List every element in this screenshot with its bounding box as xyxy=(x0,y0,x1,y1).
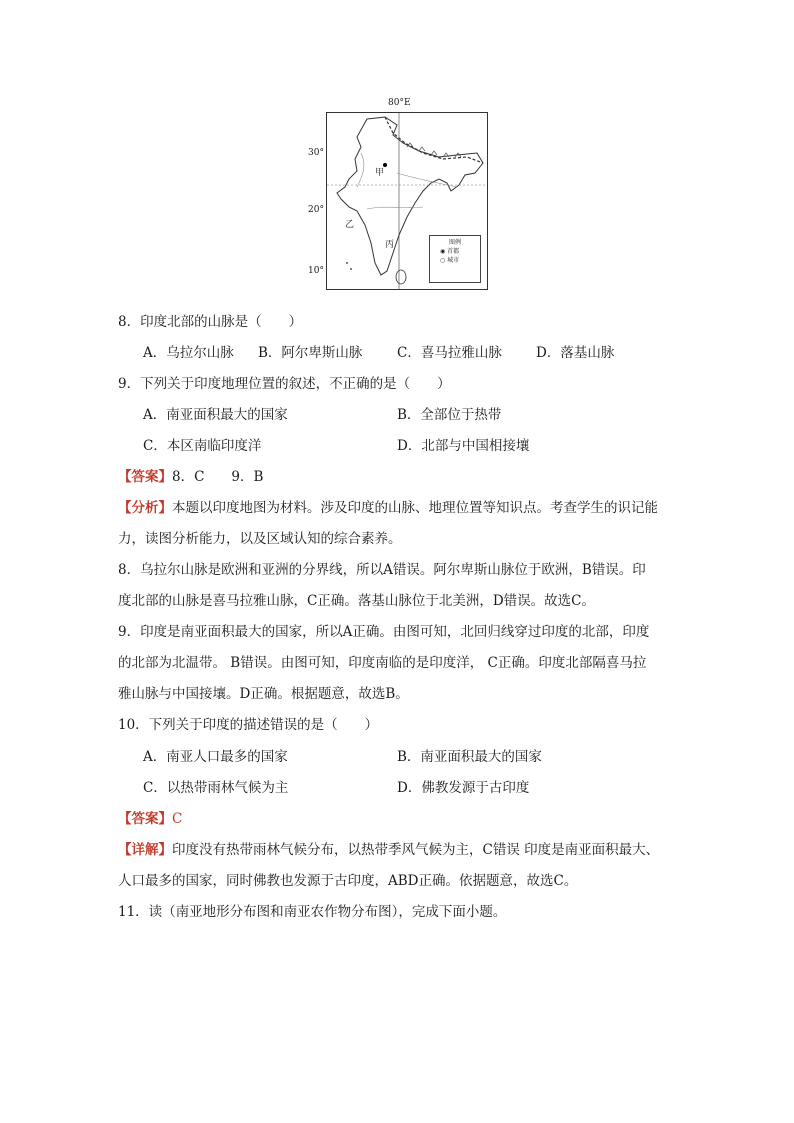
q8-option-a: A．乌拉尔山脉 xyxy=(143,345,234,361)
q10-option-a: A．南亚人口最多的国家 xyxy=(143,749,288,765)
q8-option-b: B．阿尔卑斯山脉 xyxy=(258,345,363,361)
question-9-stem: 9．下列关于印度地理位置的叙述，不正确的是（ ） xyxy=(118,376,451,392)
explanation-9-line-2: 的北部为北温带。 B错误。由图可知，印度南临的是印度洋， C正确。印度北部隔喜马拉 xyxy=(118,655,647,671)
latitude-30-label: 30° xyxy=(308,148,324,158)
legend-capital-row: ◉ 首都 xyxy=(440,248,460,255)
legend-city-row: ○ 城市 xyxy=(440,257,460,264)
question-10-stem: 10．下列关于印度的描述错误的是（ ） xyxy=(118,717,379,733)
place-yi-label: 乙 xyxy=(345,220,355,230)
answer-text: 8．C 9．B xyxy=(172,469,264,485)
answer-10-tag: 【答案】 xyxy=(118,811,172,827)
analysis-line-1 xyxy=(118,498,658,518)
q9-option-c: C．本区南临印度洋 xyxy=(143,438,262,454)
legend-capital-label: 首都 xyxy=(447,248,460,255)
explanation-8-line-2: 度北部的山脉是喜马拉雅山脉，C正确。落基山脉位于北美洲，D错误。故选C。 xyxy=(118,593,595,609)
answer-10-text: C xyxy=(172,811,183,827)
answer-8-9 xyxy=(118,467,263,487)
q8-option-c: C．喜马拉雅山脉 xyxy=(397,345,502,361)
q10-option-b: B．南亚面积最大的国家 xyxy=(397,749,542,765)
q9-option-a: A．南亚面积最大的国家 xyxy=(143,407,288,423)
q8-option-d: D．落基山脉 xyxy=(536,345,615,361)
answer-10 xyxy=(118,809,182,829)
q9-option-d: D．北部与中国相接壤 xyxy=(397,438,530,454)
place-bing-label: 丙 xyxy=(385,240,395,250)
explanation-9-line-1: 9．印度是南亚面积最大的国家，所以A正确。由图可知，北回归线穿过印度的北部，印度 xyxy=(118,624,650,640)
detail-line-2: 人口最多的国家，同时佛教也发源于古印度，ABD正确。依据题意，故选C。 xyxy=(118,873,578,889)
q10-option-d: D．佛教发源于古印度 xyxy=(397,780,530,796)
map-frame xyxy=(326,112,488,290)
explanation-9-line-3: 雅山脉与中国接壤。D正确。根据题意，故选B。 xyxy=(118,686,409,702)
legend-title: 图例 xyxy=(448,239,461,246)
detail-line-1 xyxy=(118,840,659,860)
explanation-8-line-1: 8．乌拉尔山脉是欧洲和亚洲的分界线，所以A错误。阿尔卑斯山脉位于欧洲，B错误。印 xyxy=(118,562,646,578)
india-map-figure xyxy=(300,98,495,294)
question-8-stem: 8．印度北部的山脉是（ ） xyxy=(118,314,303,330)
map-legend xyxy=(429,235,481,283)
question-11-stem: 11．读（南亚地形分布图和南亚农作物分布图），完成下面小题。 xyxy=(118,904,507,920)
detail-text-1: 印度没有热带雨林气候分布，以热带季风气候为主，C错误 印度是南亚面积最大、 xyxy=(172,842,660,858)
analysis-text-1: 本题以印度地图为材料。涉及印度的山脉、地理位置等知识点。考查学生的识记能 xyxy=(172,500,658,516)
detail-tag: 【详解】 xyxy=(118,842,172,858)
longitude-label: 80°E xyxy=(388,98,411,108)
analysis-line-2: 力，读图分析能力，以及区域认知的综合素养。 xyxy=(118,531,402,547)
answer-tag: 【答案】 xyxy=(118,469,172,485)
latitude-10-label: 10° xyxy=(308,266,324,276)
q10-option-c: C．以热带雨林气候为主 xyxy=(143,780,289,796)
analysis-tag: 【分析】 xyxy=(118,500,172,516)
legend-city-label: 城市 xyxy=(447,257,460,264)
latitude-20-label: 20° xyxy=(308,205,324,215)
place-jia-label: 甲 xyxy=(375,168,385,178)
q9-option-b: B．全部位于热带 xyxy=(397,407,502,423)
